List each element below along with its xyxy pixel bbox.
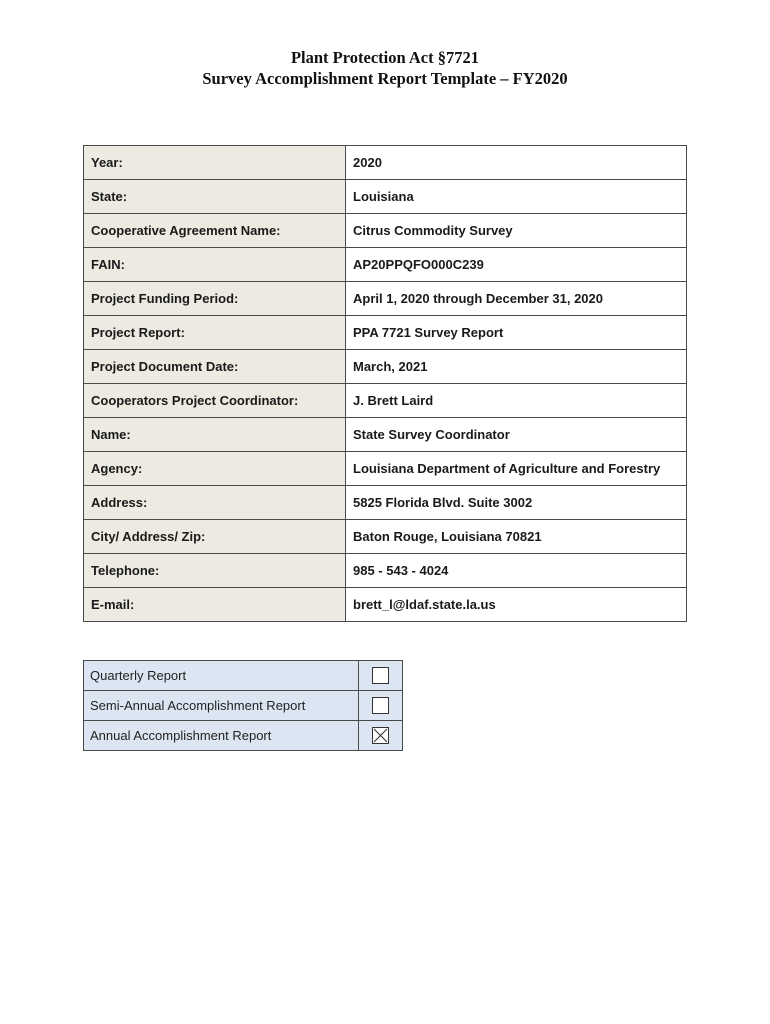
- city-zip-value: Baton Rouge, Louisiana 70821: [346, 520, 687, 554]
- telephone-value: 985 - 543 - 4024: [346, 554, 687, 588]
- agreement-name-value: Citrus Commodity Survey: [346, 214, 687, 248]
- table-row: [84, 214, 687, 248]
- fain-value: AP20PPQFO000C239: [346, 248, 687, 282]
- project-report-value: PPA 7721 Survey Report: [346, 316, 687, 350]
- agency-value: Louisiana Department of Agriculture and Forestry: [346, 452, 687, 486]
- year-value: 2020: [346, 146, 687, 180]
- table-row: [84, 350, 687, 384]
- email-label: E-mail:: [84, 588, 346, 622]
- report-type-row: [84, 721, 403, 751]
- semi-annual-report-checkbox[interactable]: [372, 697, 389, 714]
- fain-label: FAIN:: [84, 248, 346, 282]
- telephone-label: Telephone:: [84, 554, 346, 588]
- table-row: [84, 180, 687, 214]
- state-label: State:: [84, 180, 346, 214]
- email-value: brett_l@ldaf.state.la.us: [346, 588, 687, 622]
- coordinator-value: J. Brett Laird: [346, 384, 687, 418]
- table-row: [84, 554, 687, 588]
- quarterly-report-checkbox[interactable]: [372, 667, 389, 684]
- table-row: [84, 588, 687, 622]
- annual-report-label: Annual Accomplishment Report: [84, 721, 359, 751]
- address-label: Address:: [84, 486, 346, 520]
- table-row: [84, 316, 687, 350]
- project-info-table: [83, 145, 687, 622]
- table-row: [84, 452, 687, 486]
- funding-period-value: April 1, 2020 through December 31, 2020: [346, 282, 687, 316]
- name-value: State Survey Coordinator: [346, 418, 687, 452]
- table-row: [84, 282, 687, 316]
- name-label: Name:: [84, 418, 346, 452]
- quarterly-report-label: Quarterly Report: [84, 661, 359, 691]
- check-x-icon: [373, 728, 388, 743]
- report-type-row: [84, 661, 403, 691]
- table-row: [84, 486, 687, 520]
- document-title: Plant Protection Act §7721: [290, 48, 480, 67]
- report-type-table: [83, 660, 403, 751]
- document-subtitle: Survey Accomplishment Report Template – FY2020: [202, 69, 568, 88]
- funding-period-label: Project Funding Period:: [84, 282, 346, 316]
- semi-annual-report-label: Semi-Annual Accomplishment Report: [84, 691, 359, 721]
- table-row: [84, 146, 687, 180]
- document-date-value: March, 2021: [346, 350, 687, 384]
- table-row: [84, 248, 687, 282]
- table-row: [84, 384, 687, 418]
- year-label: Year:: [84, 146, 346, 180]
- state-value: Louisiana: [346, 180, 687, 214]
- address-value: 5825 Florida Blvd. Suite 3002: [346, 486, 687, 520]
- agreement-name-label: Cooperative Agreement Name:: [84, 214, 346, 248]
- annual-report-checkbox[interactable]: [372, 727, 389, 744]
- city-zip-label: City/ Address/ Zip:: [84, 520, 346, 554]
- agency-label: Agency:: [84, 452, 346, 486]
- report-type-row: [84, 691, 403, 721]
- document-date-label: Project Document Date:: [84, 350, 346, 384]
- table-row: [84, 520, 687, 554]
- coordinator-label: Cooperators Project Coordinator:: [84, 384, 346, 418]
- table-row: [84, 418, 687, 452]
- project-report-label: Project Report:: [84, 316, 346, 350]
